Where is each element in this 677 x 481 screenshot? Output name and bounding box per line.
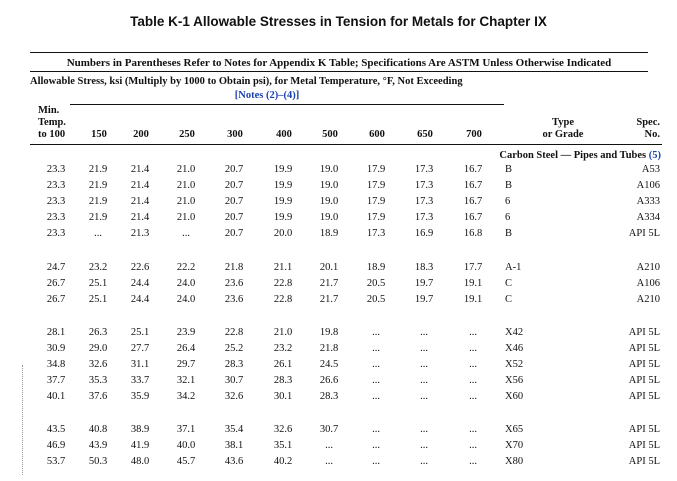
cell-type-grade: B: [505, 228, 513, 239]
cell-min: 28.1: [46, 327, 66, 338]
cell-min: 24.7: [46, 262, 66, 273]
cell-t700: 16.7: [463, 212, 483, 223]
cell-t650: 18.3: [414, 262, 434, 273]
cell-t500: 19.0: [319, 212, 339, 223]
cell-t700: ...: [469, 391, 477, 402]
table-row: [0, 359, 677, 373]
cell-t600: 18.9: [366, 262, 386, 273]
cell-t600: ...: [372, 375, 380, 386]
cell-t600: ...: [372, 343, 380, 354]
cell-t250: 23.9: [176, 327, 196, 338]
cell-spec-no: A334: [636, 212, 660, 223]
cell-min: 30.9: [46, 343, 66, 354]
cell-t500: 21.7: [319, 294, 339, 305]
cell-t500: 19.8: [319, 327, 339, 338]
cell-t200: 24.4: [130, 278, 150, 289]
margin-dotted-line: [22, 365, 25, 475]
cell-t150: 26.3: [88, 327, 108, 338]
cell-type-grade: B: [505, 180, 513, 191]
cell-t500: 19.0: [319, 164, 339, 175]
cell-t300: 28.3: [224, 359, 244, 370]
cell-t250: 21.0: [176, 180, 196, 191]
table-row: [0, 424, 677, 438]
cell-t400: 23.2: [273, 343, 293, 354]
cell-t300: 25.2: [224, 343, 244, 354]
cell-t600: ...: [372, 424, 380, 435]
header-rule: [30, 144, 662, 145]
cell-t650: ...: [420, 327, 428, 338]
cell-min: 37.7: [46, 375, 66, 386]
cell-spec-no: API 5L: [628, 456, 660, 467]
cell-min: 23.3: [46, 180, 66, 191]
allowable-stress-heading: Allowable Stress, ksi (Multiply by 1000 to Obtain psi), for Metal Temperature, °F, Not Exceeding: [30, 76, 463, 87]
cell-t600: 20.5: [366, 278, 386, 289]
cell-t650: ...: [420, 440, 428, 451]
cell-t500: 19.0: [319, 180, 339, 191]
cell-t500: 21.8: [319, 343, 339, 354]
cell-t300: 20.7: [224, 212, 244, 223]
cell-t650: 17.3: [414, 212, 434, 223]
cell-min: 26.7: [46, 294, 66, 305]
cell-t400: 40.2: [273, 456, 293, 467]
cell-t650: ...: [420, 375, 428, 386]
cell-t600: ...: [372, 456, 380, 467]
cell-t650: ...: [420, 343, 428, 354]
cell-t700: 19.1: [463, 278, 483, 289]
cell-min: 26.7: [46, 278, 66, 289]
cell-t400: 21.1: [273, 262, 293, 273]
cell-t700: 19.1: [463, 294, 483, 305]
cell-t650: 16.9: [414, 228, 434, 239]
table-row: [0, 262, 677, 276]
table-row: [0, 278, 677, 292]
table-row: [0, 196, 677, 210]
cell-spec-no: API 5L: [628, 359, 660, 370]
cell-t600: ...: [372, 327, 380, 338]
cell-t300: 38.1: [224, 440, 244, 451]
cell-min: 23.3: [46, 164, 66, 175]
cell-t300: 23.6: [224, 278, 244, 289]
cell-t650: ...: [420, 424, 428, 435]
cell-spec-no: API 5L: [628, 424, 660, 435]
header-type-line1: Type: [552, 117, 574, 128]
table-row: [0, 391, 677, 405]
cell-t200: 41.9: [130, 440, 150, 451]
cell-min: 46.9: [46, 440, 66, 451]
cell-type-grade: X42: [505, 327, 524, 338]
cell-t700: ...: [469, 327, 477, 338]
cell-type-grade: X70: [505, 440, 524, 451]
cell-t400: 35.1: [273, 440, 293, 451]
cell-t200: 31.1: [130, 359, 150, 370]
cell-t250: 24.0: [176, 294, 196, 305]
cell-t200: 27.7: [130, 343, 150, 354]
subtitle-rule: [30, 71, 648, 72]
header-min-temp-line2: Temp.: [38, 117, 66, 128]
cell-t650: ...: [420, 359, 428, 370]
cell-t500: 18.9: [319, 228, 339, 239]
cell-type-grade: X52: [505, 359, 524, 370]
table-row: [0, 180, 677, 194]
cell-t250: 21.0: [176, 164, 196, 175]
cell-t300: 20.7: [224, 180, 244, 191]
cell-t250: 37.1: [176, 424, 196, 435]
top-rule: [30, 52, 648, 53]
cell-t700: 16.7: [463, 196, 483, 207]
table-row: [0, 294, 677, 308]
cell-t700: ...: [469, 424, 477, 435]
cell-t200: 22.6: [130, 262, 150, 273]
cell-spec-no: API 5L: [628, 228, 660, 239]
cell-t600: ...: [372, 440, 380, 451]
cell-t700: ...: [469, 359, 477, 370]
category-heading: [499, 150, 661, 161]
table-row: [0, 440, 677, 454]
cell-spec-no: A210: [636, 294, 660, 305]
cell-t500: ...: [325, 440, 333, 451]
cell-spec-no: API 5L: [628, 440, 660, 451]
cell-t700: ...: [469, 456, 477, 467]
cell-t250: 26.4: [176, 343, 196, 354]
cell-type-grade: X65: [505, 424, 524, 435]
cell-t700: 17.7: [463, 262, 483, 273]
cell-spec-no: API 5L: [628, 343, 660, 354]
cell-type-grade: C: [505, 294, 513, 305]
category-label: Carbon Steel — Pipes and Tubes: [499, 150, 647, 161]
notes-reference-link[interactable]: [Notes (2)–(4)]: [234, 90, 300, 101]
header-min-temp: [38, 105, 66, 141]
cell-t300: 32.6: [224, 391, 244, 402]
table-title: Table K-1 Allowable Stresses in Tension for Metals for Chapter IX: [130, 14, 547, 29]
cell-t700: ...: [469, 440, 477, 451]
cell-t250: 24.0: [176, 278, 196, 289]
cell-t400: 19.9: [273, 212, 293, 223]
header-type-or-grade: [533, 117, 593, 141]
cell-spec-no: API 5L: [628, 327, 660, 338]
header-700: 700: [466, 129, 482, 140]
table-row: [0, 228, 677, 242]
category-note-link[interactable]: (5): [648, 150, 661, 161]
cell-spec-no: A106: [636, 278, 660, 289]
cell-t150: 37.6: [88, 391, 108, 402]
cell-t300: 30.7: [224, 375, 244, 386]
cell-t700: ...: [469, 375, 477, 386]
header-400: 400: [276, 129, 292, 140]
cell-t250: ...: [182, 228, 190, 239]
cell-min: 23.3: [46, 212, 66, 223]
cell-t250: 45.7: [176, 456, 196, 467]
cell-min: 23.3: [46, 228, 66, 239]
table-row: [0, 212, 677, 226]
cell-t500: 19.0: [319, 196, 339, 207]
cell-min: 53.7: [46, 456, 66, 467]
table-row: [0, 327, 677, 341]
cell-min: 40.1: [46, 391, 66, 402]
cell-t250: 32.1: [176, 375, 196, 386]
header-300: 300: [227, 129, 243, 140]
cell-t600: 20.5: [366, 294, 386, 305]
cell-type-grade: A-1: [505, 262, 522, 273]
cell-type-grade: X56: [505, 375, 524, 386]
cell-min: 34.8: [46, 359, 66, 370]
cell-t250: 21.0: [176, 196, 196, 207]
cell-t400: 26.1: [273, 359, 293, 370]
table-row: [0, 375, 677, 389]
cell-t600: 17.9: [366, 164, 386, 175]
cell-t400: 19.9: [273, 196, 293, 207]
cell-t200: 21.4: [130, 212, 150, 223]
cell-t250: 21.0: [176, 212, 196, 223]
cell-t200: 21.4: [130, 180, 150, 191]
cell-t200: 21.4: [130, 164, 150, 175]
cell-t150: 25.1: [88, 294, 108, 305]
cell-t400: 30.1: [273, 391, 293, 402]
cell-t600: 17.9: [366, 196, 386, 207]
cell-t600: ...: [372, 359, 380, 370]
header-spec-no: [600, 117, 660, 141]
cell-spec-no: A333: [636, 196, 660, 207]
cell-t200: 35.9: [130, 391, 150, 402]
cell-t600: 17.9: [366, 180, 386, 191]
cell-t650: 19.7: [414, 278, 434, 289]
cell-t150: 40.8: [88, 424, 108, 435]
header-250: 250: [179, 129, 195, 140]
cell-t150: 21.9: [88, 164, 108, 175]
cell-t650: 17.3: [414, 164, 434, 175]
cell-t650: ...: [420, 456, 428, 467]
cell-type-grade: 6: [505, 196, 511, 207]
cell-t150: 21.9: [88, 196, 108, 207]
cell-spec-no: A106: [636, 180, 660, 191]
cell-t700: 16.7: [463, 164, 483, 175]
cell-t150: 32.6: [88, 359, 108, 370]
table-subtitle: Numbers in Parentheses Refer to Notes for Appendix K Table; Specifications Are ASTM Unless Otherwise Indicated: [66, 57, 612, 69]
cell-t150: 25.1: [88, 278, 108, 289]
cell-t700: ...: [469, 343, 477, 354]
cell-t700: 16.7: [463, 180, 483, 191]
cell-t400: 21.0: [273, 327, 293, 338]
cell-t150: 21.9: [88, 212, 108, 223]
cell-t400: 28.3: [273, 375, 293, 386]
cell-t300: 20.7: [224, 164, 244, 175]
header-200: 200: [133, 129, 149, 140]
table-row: [0, 164, 677, 178]
cell-t200: 25.1: [130, 327, 150, 338]
header-600: 600: [369, 129, 385, 140]
cell-t250: 40.0: [176, 440, 196, 451]
cell-t500: 21.7: [319, 278, 339, 289]
cell-type-grade: 6: [505, 212, 511, 223]
cell-t250: 29.7: [176, 359, 196, 370]
cell-spec-no: API 5L: [628, 375, 660, 386]
cell-t650: 19.7: [414, 294, 434, 305]
cell-t200: 21.3: [130, 228, 150, 239]
cell-t600: 17.3: [366, 228, 386, 239]
cell-t250: 22.2: [176, 262, 196, 273]
cell-t650: ...: [420, 391, 428, 402]
cell-t150: ...: [94, 228, 102, 239]
cell-type-grade: C: [505, 278, 513, 289]
cell-t650: 17.3: [414, 196, 434, 207]
cell-type-grade: X46: [505, 343, 524, 354]
table-row: [0, 456, 677, 470]
cell-t400: 19.9: [273, 180, 293, 191]
header-min-temp-line3: to 100: [38, 129, 66, 140]
cell-t150: 35.3: [88, 375, 108, 386]
cell-t600: ...: [372, 391, 380, 402]
cell-t200: 48.0: [130, 456, 150, 467]
cell-t150: 29.0: [88, 343, 108, 354]
cell-t150: 21.9: [88, 180, 108, 191]
cell-t500: 26.6: [319, 375, 339, 386]
cell-t500: 24.5: [319, 359, 339, 370]
header-spec-line2: No.: [644, 129, 660, 140]
cell-t150: 50.3: [88, 456, 108, 467]
cell-t500: 28.3: [319, 391, 339, 402]
cell-t600: 17.9: [366, 212, 386, 223]
cell-type-grade: X60: [505, 391, 524, 402]
cell-type-grade: X80: [505, 456, 524, 467]
cell-t150: 23.2: [88, 262, 108, 273]
cell-spec-no: API 5L: [628, 391, 660, 402]
cell-t150: 43.9: [88, 440, 108, 451]
cell-spec-no: A210: [636, 262, 660, 273]
header-min-temp-line1: Min.: [38, 105, 60, 116]
header-spec-line1: Spec.: [636, 117, 660, 128]
cell-t200: 24.4: [130, 294, 150, 305]
cell-t400: 22.8: [273, 294, 293, 305]
cell-t400: 20.0: [273, 228, 293, 239]
cell-t300: 43.6: [224, 456, 244, 467]
cell-t300: 23.6: [224, 294, 244, 305]
cell-t300: 20.7: [224, 196, 244, 207]
cell-t300: 22.8: [224, 327, 244, 338]
cell-t500: 20.1: [319, 262, 339, 273]
allowable-rule: [70, 104, 504, 105]
cell-t200: 38.9: [130, 424, 150, 435]
cell-t300: 35.4: [224, 424, 244, 435]
table-row: [0, 343, 677, 357]
header-650: 650: [417, 129, 433, 140]
cell-min: 23.3: [46, 196, 66, 207]
cell-t400: 32.6: [273, 424, 293, 435]
cell-t700: 16.8: [463, 228, 483, 239]
cell-t300: 20.7: [224, 228, 244, 239]
cell-t200: 33.7: [130, 375, 150, 386]
cell-t500: ...: [325, 456, 333, 467]
cell-min: 43.5: [46, 424, 66, 435]
cell-t400: 22.8: [273, 278, 293, 289]
header-type-line2: or Grade: [542, 129, 584, 140]
header-150: 150: [91, 129, 107, 140]
header-500: 500: [322, 129, 338, 140]
cell-t200: 21.4: [130, 196, 150, 207]
cell-t500: 30.7: [319, 424, 339, 435]
cell-t650: 17.3: [414, 180, 434, 191]
cell-t250: 34.2: [176, 391, 196, 402]
cell-type-grade: B: [505, 164, 513, 175]
cell-t300: 21.8: [224, 262, 244, 273]
cell-spec-no: A53: [641, 164, 660, 175]
cell-t400: 19.9: [273, 164, 293, 175]
